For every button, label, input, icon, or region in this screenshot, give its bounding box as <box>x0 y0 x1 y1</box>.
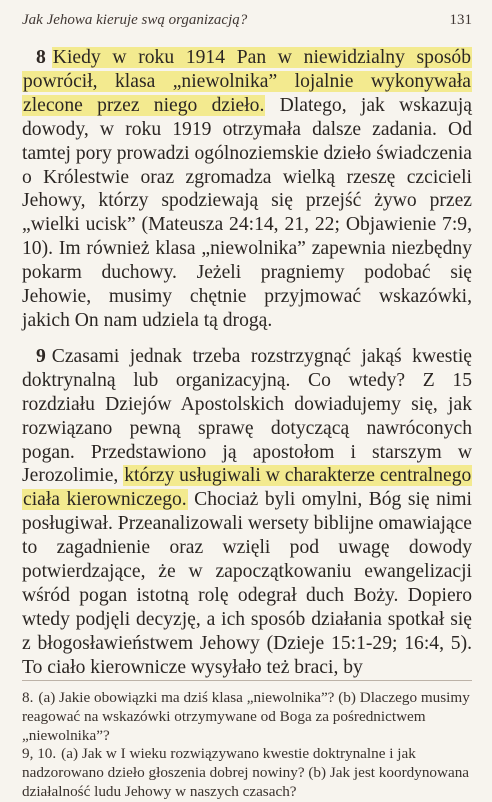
highlighted-text: którzy usługiwali w charakterze centralnego ciała kierowniczego. <box>23 465 472 511</box>
page-number: 131 <box>449 12 472 28</box>
paragraph-text: Im również klasa „niewolnika” zapewnia niezbędny pokarm duchowy. Jeżeli pragniemy podobać się Jehowie, musimy chętnie przyjmować wskazówki, jakich On nam udziela tą drogą. <box>22 238 472 331</box>
paragraph-text: Czasami jednak trzeba rozstrzygnąć jakąś kwestię doktrynalną lub organizacyjną. Co wtedy? Z 15 rozdziału Dziejów Apostolskich dowiadujemy się, jak rozwiązano pewną sprawę dotyczącą nawróconych pogan. Przedstawiono ją apostołom i starszym w Jerozolimie, <box>22 345 472 487</box>
footnote-divider <box>22 680 472 681</box>
paragraph-text: Dlatego, jak wskazują dowody, w roku 1919 otrzymała dalsze zadania. Od tamtej pory prowadzi ogólnoziemskie dzieło świadczenia o Królestwie oraz zgromadza wielką rzeszę czcicieli Jehowy, którzy spodziewają się przejść żywo przez „wielki ucisk” (Mateusza 24:14, 21, 22; Objawienie 7:9, 10). <box>22 94 472 260</box>
paragraph-9 <box>22 345 472 680</box>
body-text <box>22 46 472 680</box>
footnote-number: 8. <box>22 689 34 706</box>
footnote-text: (a) Jakie obowiązki ma dziś klasa „niewolnika”? (b) Dlaczego musimy reagować na wskazówki otrzymywane od Boga za pośrednictwem „niewolnika”? <box>22 689 470 744</box>
paragraph-number: 8 <box>36 47 46 68</box>
paragraph-8 <box>22 46 472 333</box>
paragraph-text: Chociaż byli omylni, Bóg się nimi posługiwał. Przeanalizowali wersety biblijne omawiające to zagadnienie oraz wzięli pod uwagę dowody potwierdzające, że w zapoczątkowaniu ewangelizacji wśród pogan istotną rolę odegrał duch Boży. Dopiero wtedy podjęli decyzję, a ich sposób działania spotkał się z błogosławieństwem Jehowy (Dzieje 15:1-29; 16:4, 5). To ciało kierownicze wysyłało też braci, by <box>22 489 472 678</box>
footnote-text: (a) Jak w I wieku rozwiązywano kwestie doktrynalne i jak nadzorowano dzieło głoszenia dobrej nowiny? (b) Jak jest koordynowana działalność ludu Jehowy w naszych czasach? <box>22 745 470 800</box>
footnote-question <box>22 745 472 801</box>
footnote-question <box>22 689 472 745</box>
highlighted-text: Kiedy w roku 1914 Pan w niewidzialny sposób powrócił, klasa „niewolnika” lojalnie wykonywała zlecone przez niego dzieło. <box>23 47 471 116</box>
footnote-number: 9, 10. <box>22 745 57 763</box>
paragraph-number: 9 <box>36 345 46 367</box>
study-questions <box>22 680 472 802</box>
running-header <box>22 12 472 34</box>
running-title: Jak Jehowa kieruje swą organizacją? <box>22 12 248 28</box>
